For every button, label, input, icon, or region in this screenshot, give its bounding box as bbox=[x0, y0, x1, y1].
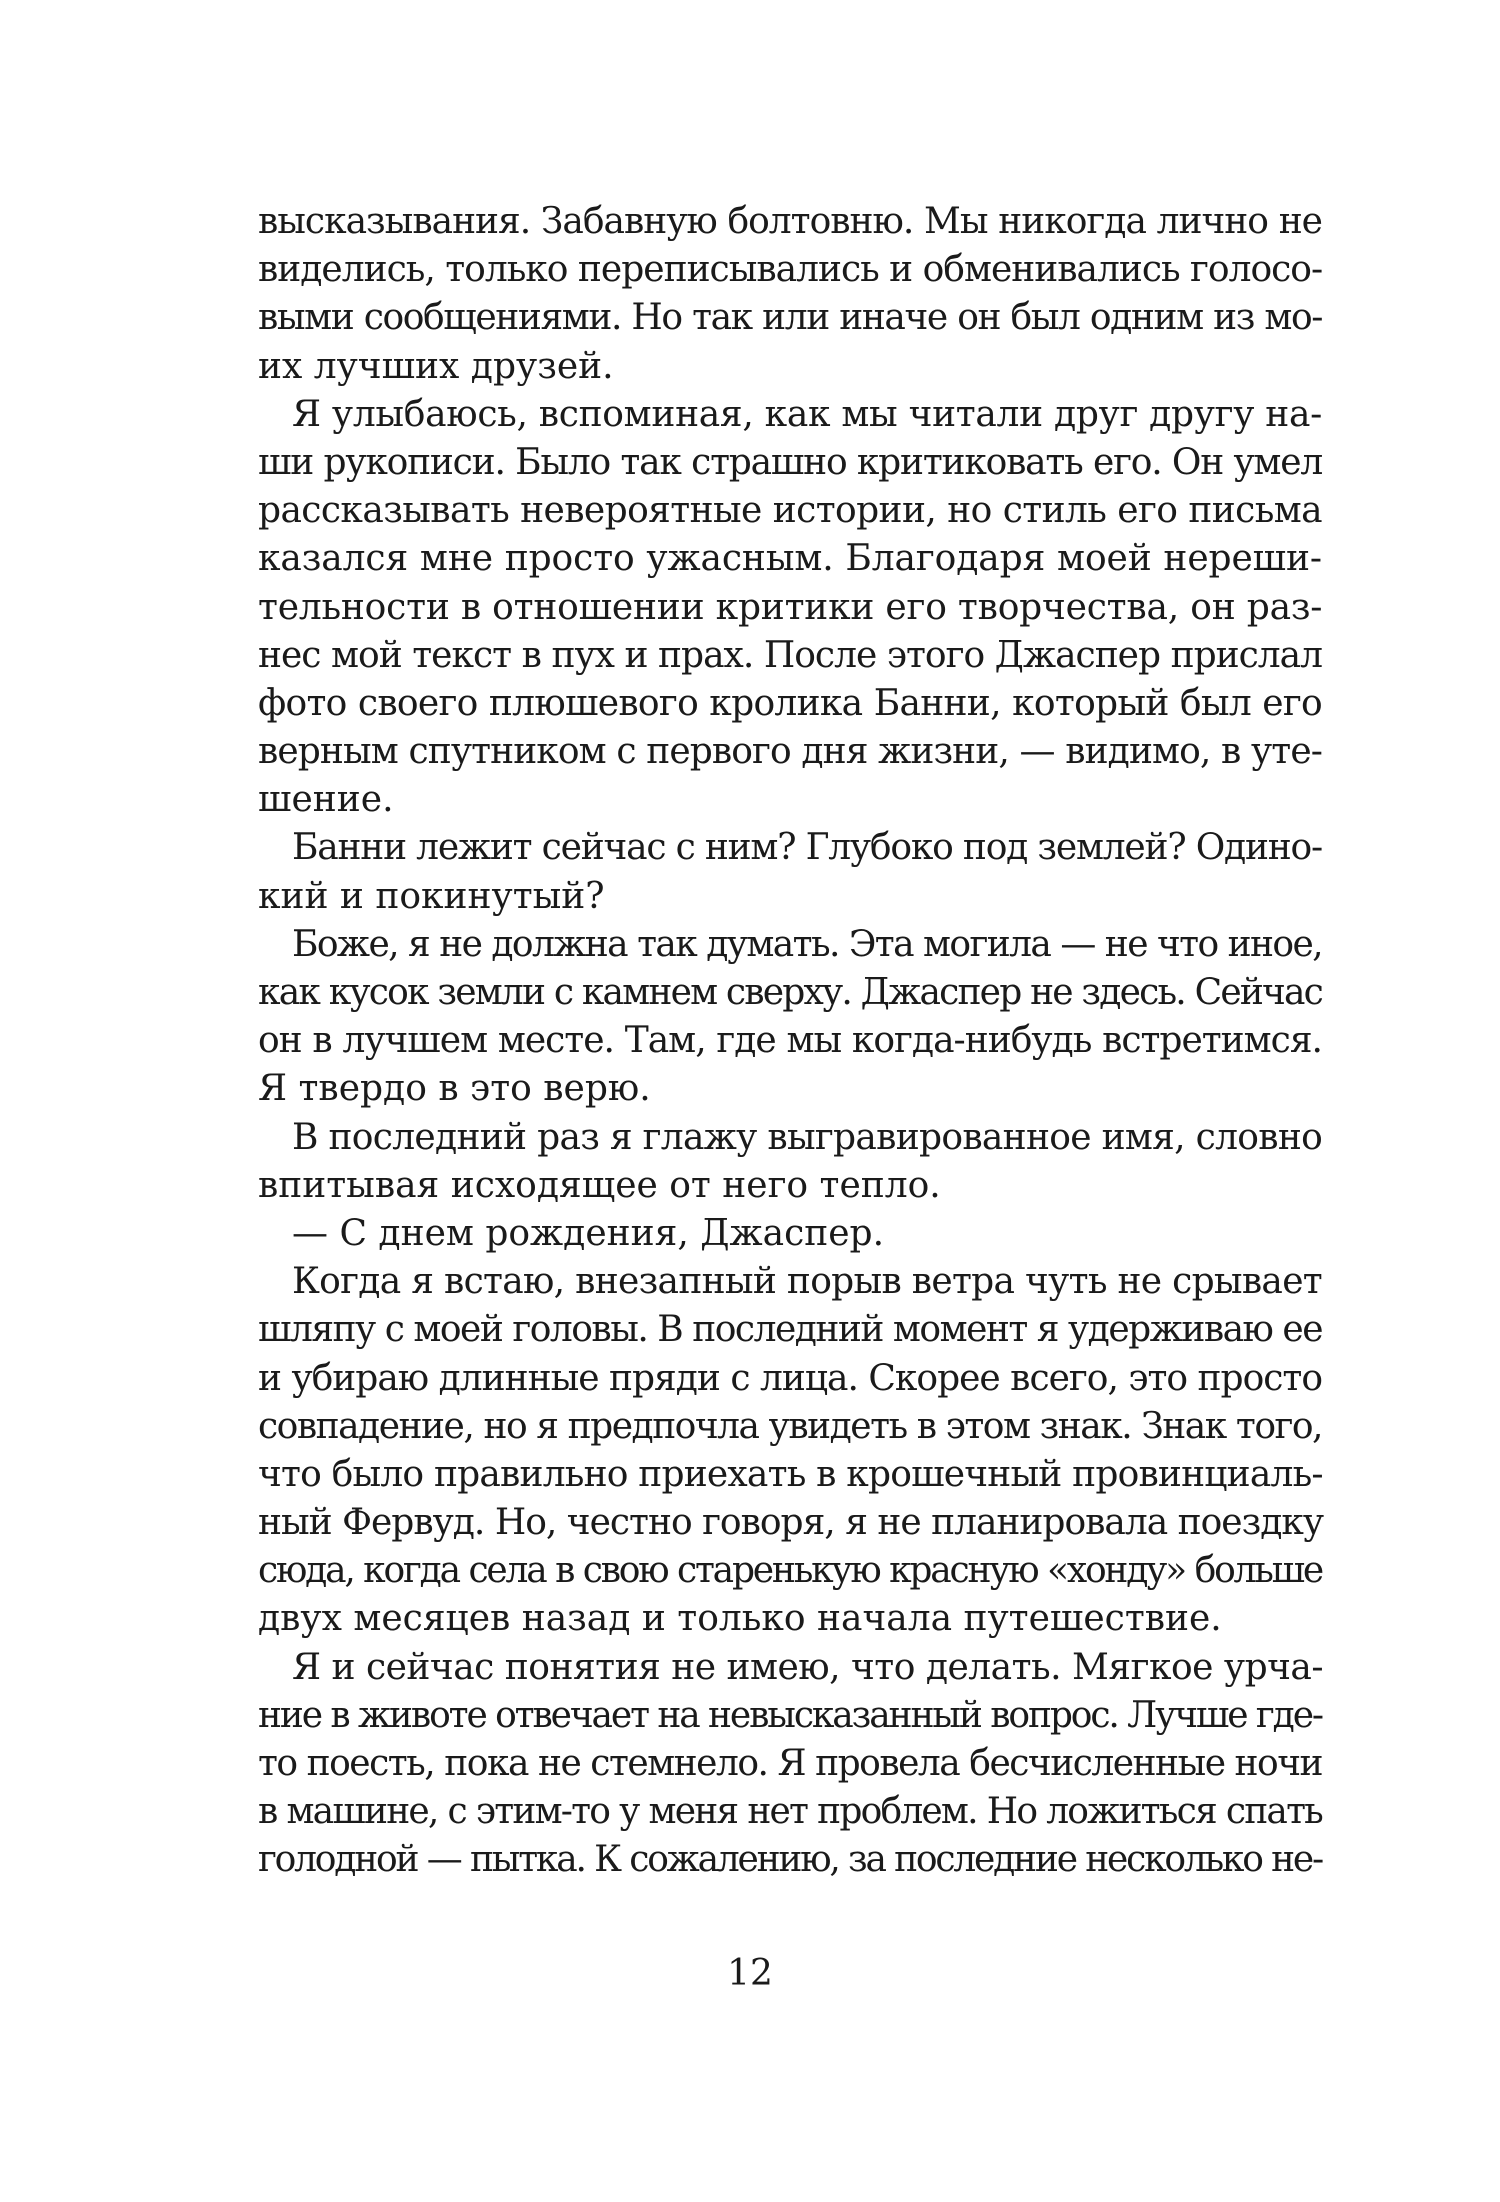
text-line: совпадение, но я предпочла увидеть в этом знак. Знак того, bbox=[258, 1405, 1322, 1447]
text-line: голодной — пытка. К сожалению, за последние несколько не- bbox=[258, 1839, 1322, 1881]
text-line: казался мне просто ужасным. Благодаря моей нереши- bbox=[258, 538, 1322, 580]
text-line: — С днем рождения, Джаспер. bbox=[292, 1212, 885, 1254]
text-line: впитывая исходящее от него тепло. bbox=[258, 1164, 941, 1206]
text-line: и убираю длинные пряди с лица. Скорее всего, это просто bbox=[258, 1357, 1322, 1399]
page-number: 12 bbox=[727, 1953, 773, 1994]
text-line: сюда, когда села в свою старенькую красную «хонду» больше bbox=[258, 1550, 1322, 1592]
text-line: Банни лежит сейчас с ним? Глубоко под землей? Одино- bbox=[292, 827, 1322, 869]
text-line: ши рукописи. Было так страшно критиковать его. Он умел bbox=[258, 441, 1322, 483]
text-line: то поесть, пока не стемнело. Я провела бесчисленные ночи bbox=[258, 1743, 1322, 1784]
text-line: фото своего плюшевого кролика Банни, который был его bbox=[258, 682, 1322, 724]
text-line: Боже, я не должна так думать. Эта могила — не что иное, bbox=[292, 923, 1322, 965]
text-line: шляпу с моей головы. В последний момент я удерживаю ее bbox=[258, 1309, 1322, 1351]
text-line: он в лучшем месте. Там, где мы когда-нибудь встретимся. bbox=[258, 1020, 1322, 1062]
text-line: нес мой текст в пух и прах. После этого Джаспер прислал bbox=[258, 634, 1322, 676]
text-line: ние в животе отвечает на невысказанный вопрос. Лучше где- bbox=[258, 1694, 1322, 1736]
text-line: их лучших друзей. bbox=[258, 345, 614, 387]
text-line: Я твердо в это верю. bbox=[258, 1068, 651, 1110]
text-line: верным спутником с первого дня жизни, — видимо, в уте- bbox=[258, 731, 1322, 773]
text-line: Я и сейчас понятия не имею, что делать. Мягкое урча- bbox=[292, 1646, 1324, 1688]
text-line: кий и покинутый? bbox=[258, 875, 605, 917]
text-line: виделись, только переписывались и обменивались голосо- bbox=[258, 249, 1323, 291]
text-line: в машине, с этим-то у меня нет проблем. Но ложиться спать bbox=[258, 1791, 1322, 1833]
text-line: как кусок земли с камнем сверху. Джаспер не здесь. Сейчас bbox=[258, 972, 1323, 1013]
body-text bbox=[258, 198, 1322, 1885]
text-line: Я улыбаюсь, вспоминая, как мы читали друг другу на- bbox=[292, 393, 1322, 435]
text-line: Когда я встаю, внезапный порыв ветра чуть не срывает bbox=[292, 1261, 1323, 1303]
text-line: В последний раз я глажу выгравированное имя, словно bbox=[292, 1116, 1323, 1158]
text-line: что было правильно приехать в крошечный провинциаль- bbox=[258, 1453, 1323, 1495]
text-line: ный Фервуд. Но, честно говоря, я не планировала поездку bbox=[258, 1502, 1324, 1544]
text-line: двух месяцев назад и только начала путешествие. bbox=[258, 1598, 1222, 1640]
text-line: шение. bbox=[258, 779, 394, 821]
text-line: рассказывать невероятные истории, но стиль его письма bbox=[258, 490, 1322, 532]
text-line: высказывания. Забавную болтовню. Мы никогда лично не bbox=[258, 201, 1322, 242]
text-line: тельности в отношении критики его творчества, он раз- bbox=[258, 586, 1323, 628]
text-line: выми сообщениями. Но так или иначе он был одним из мо- bbox=[258, 297, 1322, 339]
